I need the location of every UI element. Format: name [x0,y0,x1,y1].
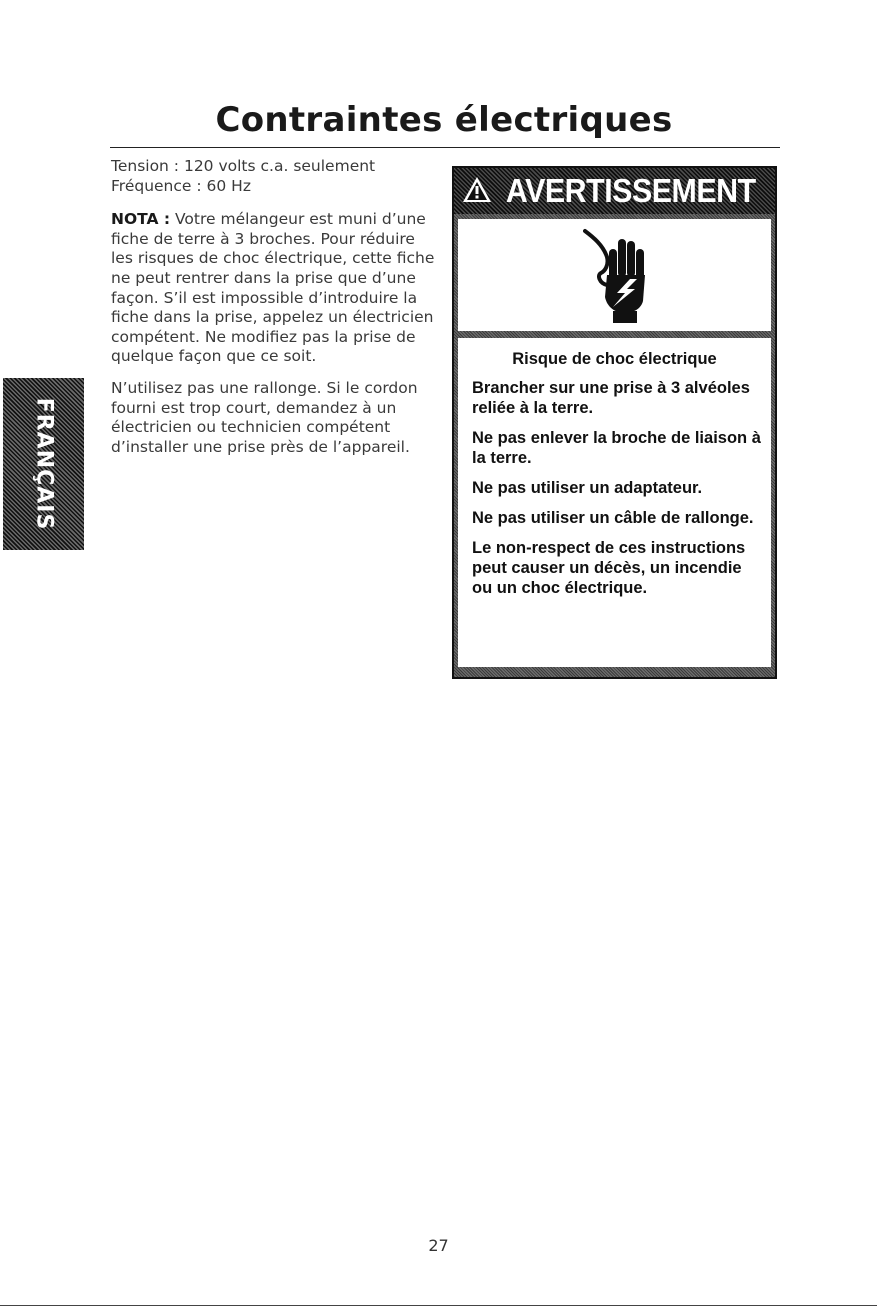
extension-paragraph: N’utilisez pas une rallonge. Si le cordon fourni est trop court, demandez à un électricien ou technicien compétent d’installer une prise près de l’appareil. [111,378,418,456]
electric-shock-hand-icon [583,227,649,329]
hazard-panel [458,219,771,331]
frequency-spec: Fréquence : 60 Hz [111,176,251,195]
hazard-triangle-icon [462,176,492,207]
page-title: Contraintes électriques [215,100,673,140]
nota-paragraph [111,210,436,367]
warning-message-panel [458,338,771,667]
warning-line-outlet: Brancher sur une prise à 3 alvéoles reliée à la terre. [472,379,750,417]
nota-label: NOTA : [111,210,171,229]
warning-header [454,168,775,214]
warning-line-ground-pin: Ne pas enlever la broche de liaison à la terre. [472,429,761,467]
language-tab [3,378,84,550]
warning-line-adapter: Ne pas utiliser un adaptateur. [472,479,703,497]
title-rule [110,147,780,148]
voltage-spec: Tension : 120 volts c.a. seulement [111,157,376,175]
warning-heading: Risque de choc électrique [512,350,717,368]
language-tab-label: FRANÇAIS [31,397,56,531]
warning-line-extension: Ne pas utiliser un câble de rallonge. [472,509,754,527]
left-column [111,157,436,469]
warning-box [452,166,777,679]
warning-line-consequence: Le non-respect de ces instructions peut causer un décès, un incendie ou un choc électrique. [472,539,746,597]
nota-text: Votre mélangeur est muni d’une fiche de terre à 3 broches. Pour réduire les risques de choc électrique, cette fiche ne peut rentrer dans la prise que d’une façon. S’il est impossible d’introduire la fiche dans la prise, appelez un électricien compétent. Ne modifiez pas la prise de quelque façon que ce soit. [111,210,435,366]
page-number: 27 [428,1236,449,1255]
warning-header-text: AVERTISSEMENT [506,172,756,209]
bottom-rule [0,1305,877,1306]
